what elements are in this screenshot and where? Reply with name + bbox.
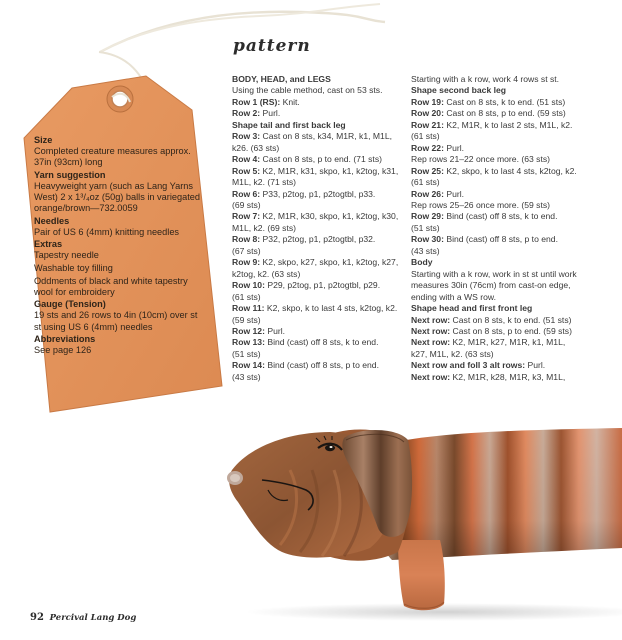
pattern-line-text: Starting with a k row, work 4 rows st st. xyxy=(411,74,560,84)
pattern-line-text: Purl. xyxy=(260,108,281,119)
pattern-line-label: Row 2: xyxy=(232,108,261,119)
pattern-line-text: k26. (63 sts) xyxy=(232,142,280,153)
needles-text: Pair of US 6 (4mm) knitting needles xyxy=(34,226,180,237)
pattern-line-label: Row 14: xyxy=(232,360,265,371)
pattern-line-text: Purl. xyxy=(525,360,546,371)
pattern-line-text: P32, p2tog, p1, p2togtbl, p32. xyxy=(260,234,376,245)
pattern-line-text: Cast on 8 sts, k to end. (51 sts) xyxy=(450,314,572,325)
pattern-line-label: Row 9: xyxy=(232,257,261,268)
pattern-line-label: Row 12: xyxy=(232,325,265,336)
pattern-line-text: Starting with a k row, work in st st until work xyxy=(411,268,577,279)
pattern-line-text: P29, p2tog, p1, p2togtbl, p29. xyxy=(264,280,381,291)
pattern-line-label: Row 6: xyxy=(232,188,261,199)
pattern-line-text: K2, M1R, k30, skpo, k1, k2tog, k30, xyxy=(260,211,399,222)
page-number: 92 xyxy=(30,612,44,623)
pattern-line-text: measures 30in (76cm) from cast-on edge, xyxy=(411,280,571,291)
pattern-line-label: Row 5: xyxy=(232,165,261,176)
pattern-line-label: Row 7: xyxy=(232,211,261,222)
pattern-line-text: Knit. xyxy=(280,96,300,107)
pattern-line-text: Cast on 8 sts, k to end. (51 sts) xyxy=(443,96,566,107)
pattern-line-label: Next row: xyxy=(411,314,451,325)
pattern-line-text: Cast on 8 sts, p to end. (71 sts) xyxy=(260,154,382,165)
pattern-line-text: (43 sts) xyxy=(411,245,440,256)
extras-item: Oddments of black and white tapestry wool for embroidery xyxy=(34,275,188,297)
pattern-line-label: Row 22: xyxy=(411,142,444,153)
pattern-line-text: k2tog, k2. (63 sts) xyxy=(232,268,301,279)
pattern-line-text: Bind (cast) off 8 sts, k to end. xyxy=(443,211,558,222)
pattern-line-label: Row 30: xyxy=(411,234,444,245)
pattern-line-label: Next row: xyxy=(411,325,451,336)
book-title: Percival Lang Dog xyxy=(49,613,137,623)
pattern-line-text: ending with a WS row. xyxy=(411,291,497,302)
pattern-line-label: Row 1 (RS): xyxy=(232,96,281,107)
pattern-line-label: Row 3: xyxy=(232,131,261,142)
pattern-line-label: Row 4: xyxy=(232,154,261,165)
pattern-line-label: Shape second back leg xyxy=(411,85,507,96)
pattern-line-label: Row 8: xyxy=(232,234,261,245)
extras-item: Washable toy filling xyxy=(34,263,113,274)
pattern-line-text: (61 sts) xyxy=(232,291,261,302)
pattern-line-label: BODY, HEAD, and LEGS xyxy=(232,74,331,84)
pattern-title: pattern xyxy=(233,36,311,56)
pattern-line-label: Row 29: xyxy=(411,211,444,222)
pattern-line-label: Row 19: xyxy=(411,96,444,107)
pattern-line-text: Bind (cast) off 8 sts, p to end. xyxy=(264,360,379,371)
size-text: Completed creature measures approx. 37in (93cm) long xyxy=(34,146,191,168)
pattern-line-label: Row 10: xyxy=(232,280,265,291)
pattern-line-text: Cast on 8 sts, k34, M1R, k1, M1L, xyxy=(260,131,392,142)
pattern-line-text: Bind (cast) off 8 sts, k to end. xyxy=(264,337,379,348)
pattern-line-label: Row 13: xyxy=(232,337,265,348)
pattern-line-text: Using the cable method, cast on 53 sts. xyxy=(232,85,383,96)
pattern-line-label: Shape head and first front leg xyxy=(411,303,533,314)
pattern-line-text: P33, p2tog, p1, p2togtbl, p33. xyxy=(260,188,376,199)
pattern-line-text: K2, M1R, k27, M1R, k1, M1L, xyxy=(450,337,566,348)
pattern-line-text: Purl. xyxy=(443,142,465,153)
pattern-line-text: k27, M1L, k2. (63 sts) xyxy=(411,348,494,359)
pattern-line-text: (61 sts) xyxy=(411,177,440,188)
pattern-line-text: K2, M1R, k31, skpo, k1, k2tog, k31, xyxy=(260,165,399,176)
extras-label: Extras xyxy=(34,239,63,250)
pattern-line-text: K2, M1R, k to last 2 sts, M1L, k2. xyxy=(443,119,573,130)
pattern-line-text: K2, skpo, k27, skpo, k1, k2tog, k27, xyxy=(260,257,399,268)
pattern-line-label: Row 25: xyxy=(411,165,444,176)
pattern-line-label: Next row: xyxy=(411,337,451,348)
pattern-line-text: (69 sts) xyxy=(232,199,261,210)
gauge-label: Gauge (Tension) xyxy=(34,299,106,310)
pattern-line-text: M1L, k2. (69 sts) xyxy=(232,222,296,233)
pattern-line-label: Shape tail and first back leg xyxy=(232,119,346,130)
pattern-line-text: M1L, k2. (71 sts) xyxy=(232,177,296,188)
pattern-line-text: (67 sts) xyxy=(232,245,261,256)
pattern-line-label: Next row and foll 3 alt rows: xyxy=(411,360,526,371)
pattern-line-label: Next row: xyxy=(411,371,451,382)
page-footer xyxy=(30,612,136,623)
pattern-line-text: (51 sts) xyxy=(411,222,440,233)
pattern-line-label: Row 11: xyxy=(232,303,265,314)
pattern-line-text: Bind (cast) off 8 sts, p to end. xyxy=(443,234,558,245)
size-label: Size xyxy=(34,135,53,145)
abbreviations-label: Abbreviations xyxy=(34,334,96,345)
pattern-line-label: Body xyxy=(411,257,433,268)
needles-label: Needles xyxy=(34,215,70,226)
pattern-line-text: Rep rows 25–26 once more. (59 sts) xyxy=(411,199,550,210)
pattern-line-label: Row 20: xyxy=(411,108,444,119)
pattern-line-label: Row 21: xyxy=(411,119,444,130)
pattern-line-text: Purl. xyxy=(443,188,465,199)
yarn-label: Yarn suggestion xyxy=(34,169,106,180)
gauge-text: 19 sts and 26 rows to 4in (10cm) over st st using US 6 (4mm) needles xyxy=(34,310,198,332)
pattern-line-text: K2, M1R, k28, M1R, k3, M1L, xyxy=(450,371,566,382)
pattern-line-text: (51 sts) xyxy=(232,348,261,359)
pattern-line-text: Cast on 8 sts, p to end. (59 sts) xyxy=(450,325,572,336)
pattern-line-text: (59 sts) xyxy=(232,314,261,325)
pattern-line-text: K2, skpo, k to last 4 sts, k2tog, k2. xyxy=(443,165,577,176)
yarn-text: Heavyweight yarn (such as Lang Yarns West) 2 x 1³/₄oz (50g) balls in variegated orange/brown—732.0059 xyxy=(34,180,200,214)
abbreviations-text: See page 126 xyxy=(34,345,92,356)
pattern-line-label: Row 26: xyxy=(411,188,444,199)
pattern-line-text: (43 sts) xyxy=(232,371,261,382)
extras-item: Tapestry needle xyxy=(34,250,99,261)
pattern-line-text: Rep rows 21–22 once more. (63 sts) xyxy=(411,154,550,165)
pattern-line-text: Cast on 8 sts, p to end. (59 sts) xyxy=(443,108,566,119)
pattern-line-text: Purl. xyxy=(264,325,286,336)
pattern-line-text: (61 sts) xyxy=(411,131,440,142)
pattern-line-text: K2, skpo, k to last 4 sts, k2tog, k2. xyxy=(264,303,398,314)
